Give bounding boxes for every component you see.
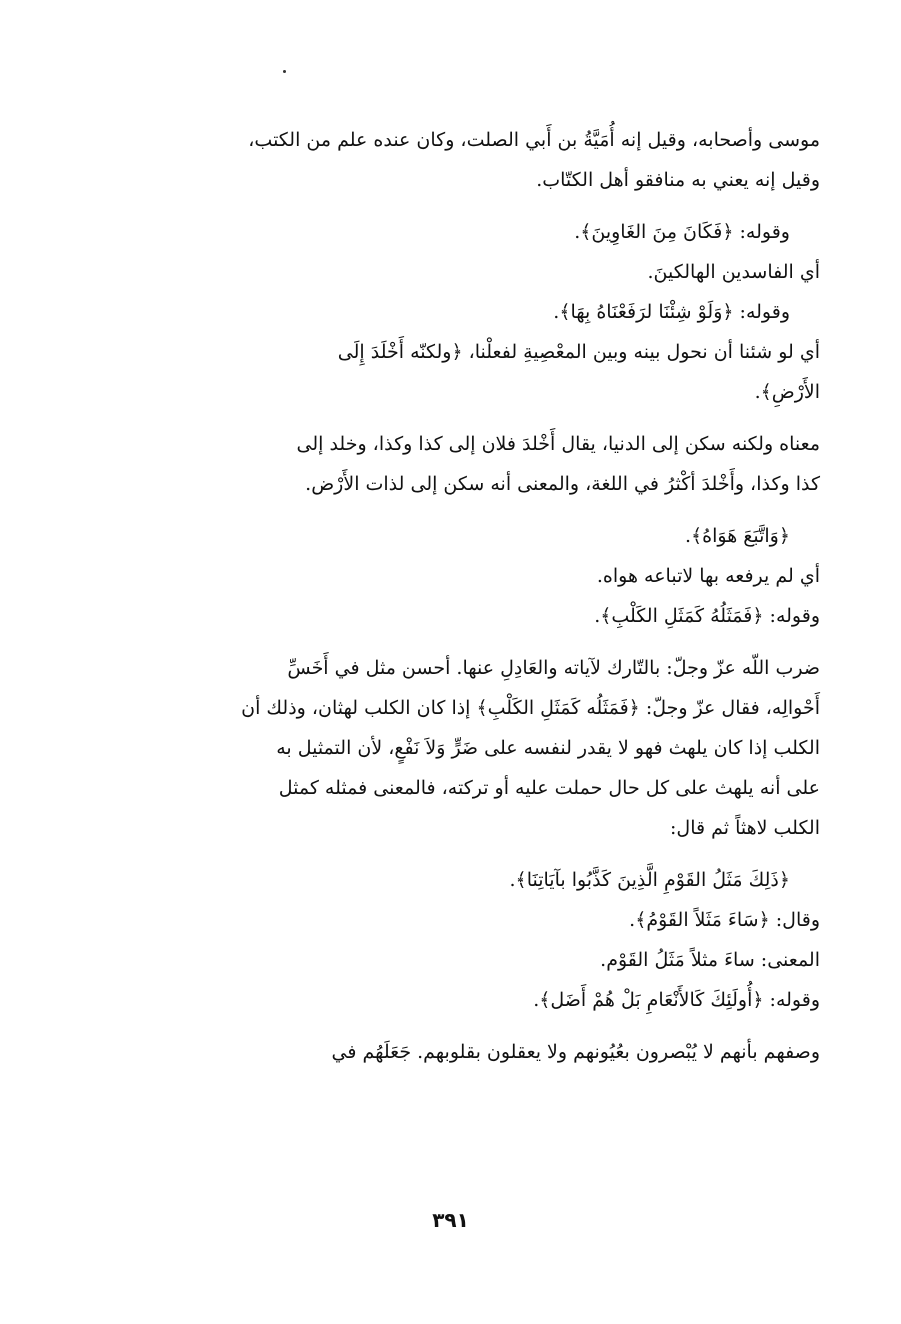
- text-line: المعنى: ساءَ مثلاً مَثَلُ القَوْم.: [600, 949, 820, 971]
- text-line: أَحْوالِه، فقال عزّ وجلّ: ﴿فَمَثَلُه كَمَثَلِ الكَلْبِ﴾ إذا كان الكلب لهثان، وذلك أن: [241, 697, 820, 719]
- text-line: ﴿وَاتَّبَعَ هَوَاهُ﴾.: [684, 525, 790, 547]
- paragraph-5: [140, 648, 820, 848]
- paragraph-7: [140, 1032, 820, 1072]
- text-line: أي لم يرفعه بها لاتباعه هواه.: [596, 565, 820, 587]
- paragraph-3: [140, 424, 820, 504]
- text-line: وصفهم بأنهم لا يُبْصرون بعُيُونهم ولا يعقلون بقلوبهم. جَعَلَهُم في: [331, 1041, 820, 1063]
- text-line: وقوله: ﴿فَمَثَلُهُ كَمَثَلِ الكَلْبِ﴾.: [594, 605, 820, 627]
- paragraph-6: [140, 860, 820, 1020]
- page-number: ٣٩١: [432, 1208, 469, 1232]
- text-line: على أنه يلهث على كل حال حملت عليه أو تركته، فالمعنى فمثله كمثل: [278, 777, 820, 799]
- page-body: [140, 120, 820, 1084]
- text-line: وقوله: ﴿أُولَئِكَ كَالأَنْعَامِ بَلْ هُمْ أَضَل﴾.: [533, 989, 820, 1011]
- text-line: أي الفاسدين الهالكينَ.: [647, 261, 820, 283]
- text-line: وقال: ﴿سَاءَ مَثَلاً القَوْمُ﴾.: [629, 909, 820, 931]
- text-line: كذا وكذا، وأَخْلدَ أكْثرُ في اللغة، والمعنى أنه سكن إلى لذات الأَرْض.: [305, 473, 820, 495]
- paragraph-1: [140, 120, 820, 200]
- text-line: ضرب اللّه عزّ وجلّ: بالتّارك لآياته والعَادِلِ عنها. أحسن مثل في أَخَسِّ: [287, 657, 820, 679]
- paragraph-2: [140, 212, 820, 412]
- text-line: ﴿ذَلِكَ مَثَلُ القَوْمِ الَّذِينَ كَذَّبُوا بآيَاتِنَا﴾.: [509, 869, 790, 891]
- text-line: الكلب إذا كان يلهث فهو لا يقدر لنفسه على ضَرٍّ وَلاَ نَفْعٍ، لأن التمثيل به: [276, 737, 820, 759]
- text-line: موسى وأصحابه، وقيل إنه أُمَيَّةُ بن أَبي الصلت، وكان عنده علم من الكتب،: [248, 129, 820, 151]
- scan-speck: [283, 70, 286, 73]
- text-line: أي لو شئنا أن نحول بينه وبين المعْصِيةِ لفعلْنا، ﴿ولكنّه أَخْلَدَ إِلَى: [337, 341, 820, 363]
- text-line: الكلب لاهثاً ثم قال:: [669, 817, 820, 839]
- text-line: وقيل إنه يعني به منافقو أهل الكتّاب.: [536, 169, 820, 191]
- text-line: معناه ولكنه سكن إلى الدنيا، يقال أَخْلدَ فلان إلى كذا وكذا، وخلد إلى: [296, 433, 820, 455]
- paragraph-4: [140, 516, 820, 636]
- text-line: وقوله: ﴿وَلَوْ شِئْنَا لرَفَعْنَاهُ بِهَا﴾.: [553, 301, 790, 323]
- text-line: الأَرْضِ﴾.: [754, 381, 820, 403]
- text-line: وقوله: ﴿فَكَانَ مِنَ الغَاوِينَ﴾.: [574, 221, 790, 243]
